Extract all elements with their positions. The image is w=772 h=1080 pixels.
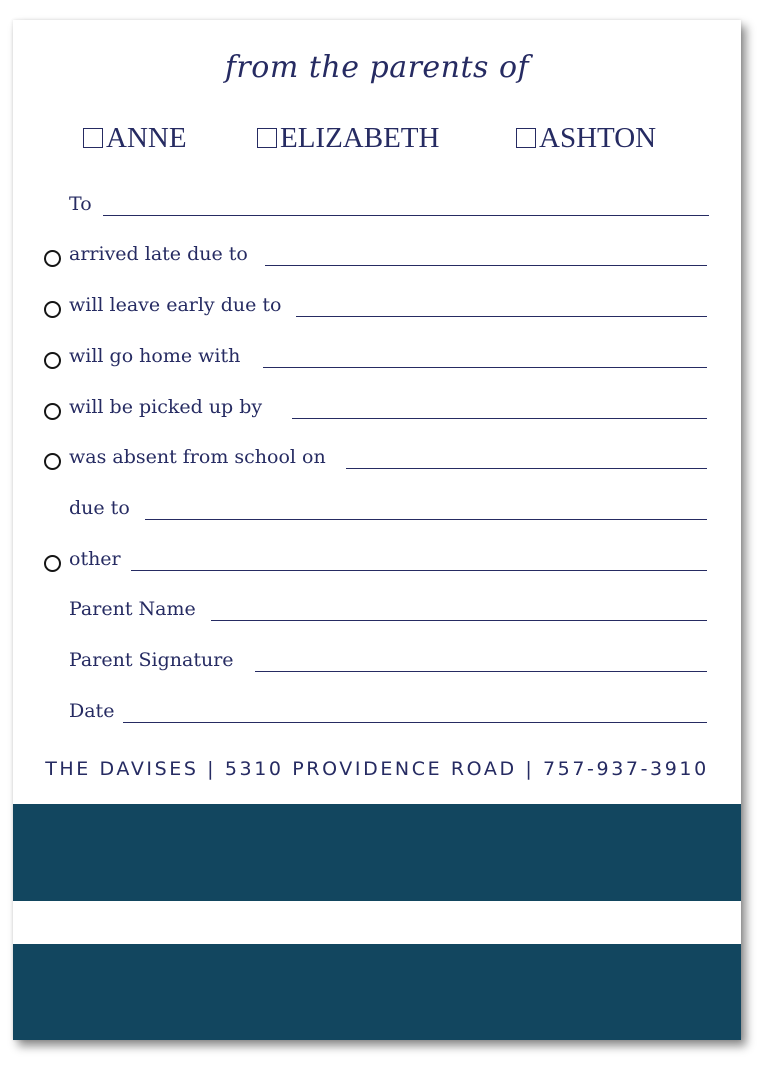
radio-circle-icon[interactable] bbox=[44, 352, 61, 369]
radio-circle-icon[interactable] bbox=[44, 555, 61, 572]
child-option-anne[interactable] bbox=[83, 120, 187, 156]
fill-in-line[interactable] bbox=[296, 316, 707, 317]
field-parent-name bbox=[13, 596, 741, 626]
field-leave-early bbox=[13, 292, 741, 322]
child-name: ANNE bbox=[106, 121, 187, 154]
radio-circle-icon[interactable] bbox=[44, 250, 61, 267]
fill-in-line[interactable] bbox=[265, 265, 707, 266]
child-name: ASHTON bbox=[539, 121, 657, 154]
radio-circle-icon[interactable] bbox=[44, 403, 61, 420]
radio-circle-icon[interactable] bbox=[44, 453, 61, 470]
stripe-band-top bbox=[13, 804, 741, 901]
child-option-elizabeth[interactable] bbox=[257, 120, 439, 156]
field-picked-up-by bbox=[13, 394, 741, 424]
field-label: will leave early due to bbox=[69, 294, 282, 316]
fill-in-line[interactable] bbox=[123, 722, 707, 723]
fill-in-line[interactable] bbox=[263, 367, 707, 368]
field-go-home-with bbox=[13, 343, 741, 373]
fill-in-line[interactable] bbox=[131, 570, 707, 571]
field-label: other bbox=[69, 548, 121, 570]
fill-in-line[interactable] bbox=[346, 468, 707, 469]
field-parent-signature bbox=[13, 647, 741, 677]
field-label: due to bbox=[69, 497, 130, 519]
checkbox-icon[interactable] bbox=[516, 128, 536, 148]
field-label: Parent Signature bbox=[69, 649, 234, 671]
notepad-card bbox=[13, 20, 741, 1040]
fill-in-line[interactable] bbox=[255, 671, 707, 672]
field-label: Parent Name bbox=[69, 598, 196, 620]
field-label: was absent from school on bbox=[69, 446, 326, 468]
fill-in-line[interactable] bbox=[103, 215, 709, 216]
script-title: from the parents of bbox=[224, 50, 530, 85]
field-label: arrived late due to bbox=[69, 243, 248, 265]
field-other bbox=[13, 546, 741, 576]
field-label: Date bbox=[69, 700, 115, 722]
child-option-ashton[interactable] bbox=[516, 120, 656, 156]
field-label: To bbox=[69, 193, 92, 215]
field-arrived-late bbox=[13, 241, 741, 271]
contact-footer: THE DAVISES | 5310 PROVIDENCE ROAD | 757-937-3910 bbox=[45, 758, 709, 780]
fill-in-line[interactable] bbox=[145, 519, 707, 520]
field-to bbox=[13, 191, 741, 221]
field-label: will go home with bbox=[69, 345, 241, 367]
field-date bbox=[13, 698, 741, 728]
field-due-to bbox=[13, 495, 741, 525]
checkbox-icon[interactable] bbox=[83, 128, 103, 148]
fill-in-line[interactable] bbox=[292, 418, 707, 419]
fill-in-line[interactable] bbox=[211, 620, 707, 621]
stripe-band-bottom bbox=[13, 944, 741, 1040]
field-label: will be picked up by bbox=[69, 396, 263, 418]
checkbox-icon[interactable] bbox=[257, 128, 277, 148]
field-absent bbox=[13, 444, 741, 474]
child-name: ELIZABETH bbox=[280, 121, 440, 154]
radio-circle-icon[interactable] bbox=[44, 301, 61, 318]
